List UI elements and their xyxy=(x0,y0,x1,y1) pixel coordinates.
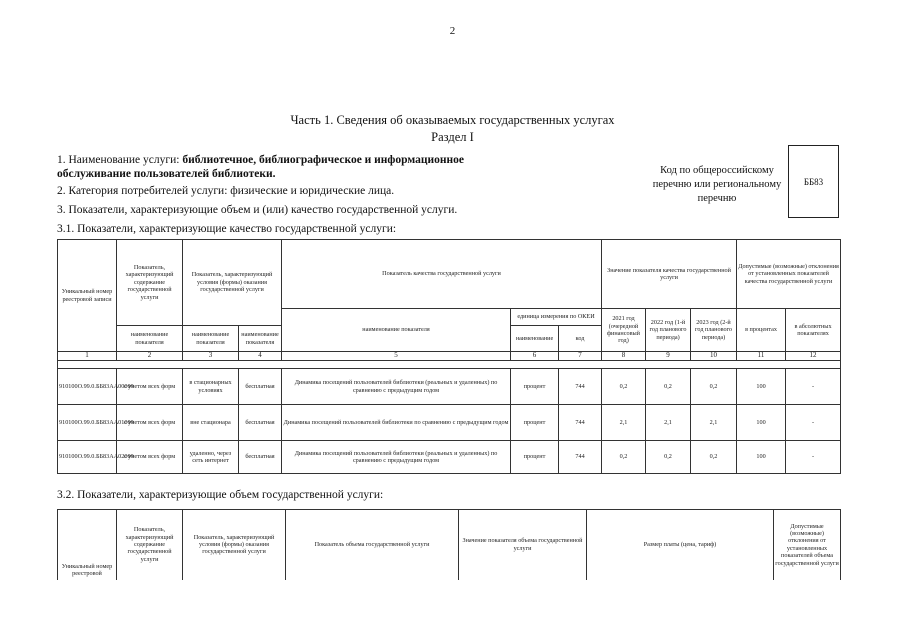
header-indicator-name: наименование показателя xyxy=(282,309,511,352)
header-content-indicator: Показатель, характеризующий содержание государственной услуги xyxy=(117,240,183,326)
deviation-absolute-cell: - xyxy=(786,405,841,441)
unit-code-cell: 744 xyxy=(559,441,602,474)
registry-number-cell: 910100О.99.0.ББ83АА00000 xyxy=(58,369,117,405)
header-condition-name-2: наименование показателя xyxy=(239,326,282,352)
service-name-value-cont: обслуживание пользователей библиотеки. xyxy=(57,168,276,180)
indicator-name-cell: Динамика посещений пользователей библиотеки по сравнению с предыдущим годом xyxy=(282,405,511,441)
column-number: 9 xyxy=(646,352,691,361)
header-registry-number: Уникальный номер реестровой xyxy=(58,510,117,580)
header-fee: Размер платы (цена, тариф) xyxy=(587,510,774,580)
condition-cell: удаленно, через сеть интернет xyxy=(183,441,239,474)
header-unit-code: код xyxy=(559,326,602,352)
column-number: 10 xyxy=(691,352,737,361)
header-volume-indicator: Показатель объема государственной услуги xyxy=(286,510,459,580)
volume-heading: 3.2. Показатели, характеризующие объем государственной услуги: xyxy=(57,489,384,501)
payment-cell: бесплатная xyxy=(239,369,282,405)
quality-heading: 3.1. Показатели, характеризующие качество государственной услуги: xyxy=(57,223,397,235)
value-2022-cell: 0,2 xyxy=(646,441,691,474)
table-row xyxy=(58,405,841,441)
registry-code-box xyxy=(788,145,839,218)
table-row xyxy=(58,441,841,474)
condition-cell: в стационарных условиях xyxy=(183,369,239,405)
header-deviation-absolute: в абсолютных показателях xyxy=(786,309,841,352)
registry-number-cell: 910100О.99.0.ББ83АА01000 xyxy=(58,405,117,441)
service-name-label: 1. Наименование услуги: xyxy=(57,154,183,166)
column-number-row xyxy=(58,352,841,361)
header-deviation-percent: в процентах xyxy=(737,309,786,352)
column-number: 5 xyxy=(282,352,511,361)
part-title: Часть 1. Сведения об оказываемых государственных услугах xyxy=(290,113,615,127)
header-quality-value: Значение показателя качества государственной услуги xyxy=(602,240,737,309)
section-title: Раздел I xyxy=(431,130,474,144)
header-condition-name: наименование показателя xyxy=(183,326,239,352)
value-2023-cell: 0,2 xyxy=(691,369,737,405)
content-cell: с учетом всех форм xyxy=(117,405,183,441)
service-name-cont xyxy=(57,168,275,180)
indicator-name-cell: Динамика посещений пользователей библиотеки (реальных и удаленных) по сравнению с предыдущим годом xyxy=(282,369,511,405)
column-number: 7 xyxy=(559,352,602,361)
value-2023-cell: 2,1 xyxy=(691,405,737,441)
page-number: 2 xyxy=(449,25,456,37)
header-volume-deviation: Допустимые (возможные) отклонения от установленных показателей объема государственной услуги xyxy=(774,510,841,580)
deviation-percent-cell: 100 xyxy=(737,441,786,474)
column-number: 1 xyxy=(58,352,117,361)
value-2022-cell: 0,2 xyxy=(646,369,691,405)
column-number: 6 xyxy=(511,352,559,361)
deviation-percent-cell: 100 xyxy=(737,369,786,405)
header-year-2021: 2021 год (очередной финансовый год) xyxy=(602,309,646,352)
indicator-name-cell: Динамика посещений пользователей библиотеки (реальных и удаленных) по сравнению с предыдущим годом xyxy=(282,441,511,474)
header-content-name: наименование показателя xyxy=(117,326,183,352)
consumer-category: 2. Категория потребителей услуги: физические и юридические лица. xyxy=(57,185,395,197)
header-content-indicator: Показатель, характеризующий содержание государственной услуги xyxy=(117,510,183,580)
unit-name-cell: процент xyxy=(511,405,559,441)
header-unit-name: наименование xyxy=(511,326,559,352)
service-name xyxy=(57,154,464,166)
row-spacer xyxy=(58,361,841,369)
payment-cell: бесплатная xyxy=(239,441,282,474)
payment-cell: бесплатная xyxy=(239,405,282,441)
condition-cell: вне стационара xyxy=(183,405,239,441)
header-year-2023: 2023 год (2-й год планового периода) xyxy=(691,309,737,352)
value-2022-cell: 2,1 xyxy=(646,405,691,441)
header-registry-number: Уникальный номер реестровой записи xyxy=(58,240,117,352)
header-quality-indicator: Показатель качества государственной услуги xyxy=(282,240,602,309)
volume-table xyxy=(57,509,841,580)
deviation-absolute-cell: - xyxy=(786,369,841,405)
header-quality-deviation: Допустимые (возможные) отклонения от установленных показателей качества государственной услуги xyxy=(737,240,841,309)
column-number: 3 xyxy=(183,352,239,361)
indicators-heading: 3. Показатели, характеризующие объем и (или) качество государственной услуги. xyxy=(57,204,458,216)
unit-name-cell: процент xyxy=(511,441,559,474)
content-cell: с учетом всех форм xyxy=(117,441,183,474)
deviation-absolute-cell: - xyxy=(786,441,841,474)
service-name-value: библиотечное, библиографическое и информационное xyxy=(182,154,464,166)
quality-table xyxy=(57,239,841,474)
column-number: 2 xyxy=(117,352,183,361)
value-2021-cell: 0,2 xyxy=(602,369,646,405)
column-number: 11 xyxy=(737,352,786,361)
value-2021-cell: 0,2 xyxy=(602,441,646,474)
column-number: 12 xyxy=(786,352,841,361)
column-number: 8 xyxy=(602,352,646,361)
registry-code-label: Код по общероссийскому перечню или региональному перечню xyxy=(652,165,782,204)
value-2023-cell: 0,2 xyxy=(691,441,737,474)
header-volume-value: Значение показателя объема государственной услуги xyxy=(459,510,587,580)
header-unit: единица измерения по ОКЕИ xyxy=(511,309,602,326)
column-number: 4 xyxy=(239,352,282,361)
table-row xyxy=(58,369,841,405)
unit-name-cell: процент xyxy=(511,369,559,405)
header-year-2022: 2022 год (1-й год планового периода) xyxy=(646,309,691,352)
deviation-percent-cell: 100 xyxy=(737,405,786,441)
header-conditions-indicator: Показатель, характеризующий условия (формы) оказания государственной услуги xyxy=(183,240,282,326)
unit-code-cell: 744 xyxy=(559,405,602,441)
content-cell: с учетом всех форм xyxy=(117,369,183,405)
unit-code-cell: 744 xyxy=(559,369,602,405)
registry-code-value: ББ83 xyxy=(803,176,824,187)
header-conditions-indicator: Показатель, характеризующий условия (формы) оказания государственной услуги xyxy=(183,510,286,580)
registry-number-cell: 910100О.99.0.ББ83АА02000 xyxy=(58,441,117,474)
value-2021-cell: 2,1 xyxy=(602,405,646,441)
